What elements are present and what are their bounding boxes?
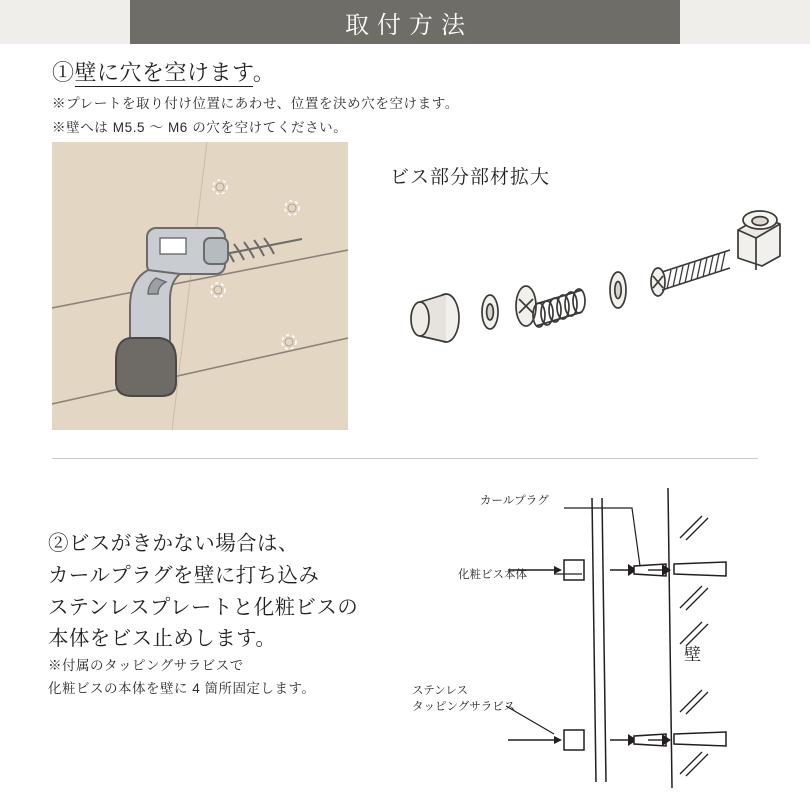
label-tapping-screw-line-2: タッピングサラビス (412, 701, 516, 713)
step-2-note-line-1: ※付属のタッピングサラビスで (48, 658, 244, 673)
step-1-heading-text: 壁に穴を空けます (74, 60, 253, 85)
label-wall: 壁 (684, 645, 701, 664)
label-screw-body: 化粧ビス本体 (458, 569, 527, 581)
header-band (0, 0, 810, 44)
label-plug: カールプラグ (480, 495, 549, 507)
screw-parts-illustration (386, 186, 786, 366)
screw-parts-heading: ビス部分部材拡大 (390, 167, 551, 188)
wall-mount-svg (396, 482, 796, 792)
drill-wall-svg (52, 142, 348, 430)
step-2-heading-line-3: ステンレスプレートと化粧ビスの (48, 595, 359, 619)
label-tapping-screw-line-1: ステンレス (412, 685, 469, 697)
step-1-number: ① (52, 60, 75, 85)
drill-wall-illustration (52, 142, 348, 430)
step-2-note-line-2: 化粧ビスの本体を壁に 4 箇所固定します。 (48, 680, 316, 696)
step-2-note (48, 655, 408, 701)
step-1-heading-tail: 。 (252, 60, 276, 85)
section-divider (52, 458, 758, 459)
step-1-heading (52, 56, 275, 87)
step-1-note-1: ※プレートを取り付け位置にあわせ、位置を決め穴を空けます。 (52, 96, 459, 111)
step-2-heading-line-4: 本体をビス止めします。 (48, 627, 277, 651)
screw-parts-svg (386, 186, 786, 366)
wall-mount-diagram (396, 482, 796, 792)
step-1-note-2: ※壁へは M5.5 〜 M6 の穴を空けてください。 (52, 120, 348, 135)
step-2-heading-line-1: ②ビスがきかない場合は、 (48, 532, 299, 555)
header-title-bar (130, 0, 680, 44)
page-title: 取付方法 (345, 11, 473, 39)
step-2-heading (48, 528, 408, 655)
step-2-heading-line-2: カールプラグを壁に打ち込み (48, 563, 320, 587)
